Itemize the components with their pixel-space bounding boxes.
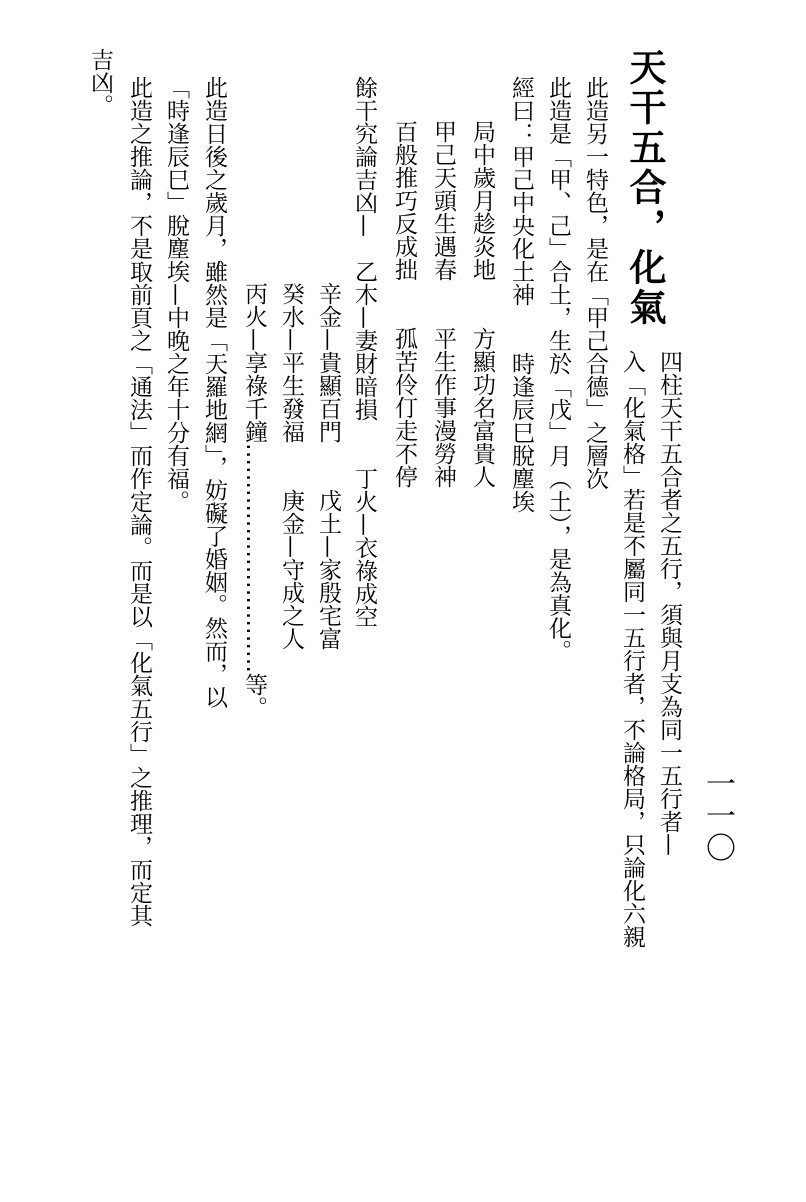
text-column-15: 此造之推論，不是取前頁之「通法」而作定論。而是以「化氣五行」之推理，而定其 — [126, 76, 152, 927]
page-number: 一一〇 — [700, 768, 735, 864]
text-column-4: 此造是「甲、己」合土，生於「戊」月（土），是為真化。 — [545, 76, 571, 663]
text-column-2: 入「化氣格」若是不屬同一五行者，不論格局，只論化六親 — [619, 350, 645, 948]
text-column-3: 此造另一特色，是在「甲己合德」之層次 — [582, 76, 608, 490]
text-column-14: 「時逢辰巳」脫塵埃—中晚之年十分有福。 — [163, 76, 189, 513]
section-title: 天干五合，化氣 — [623, 48, 666, 328]
verse-line-2: 局中歲月趁炎地 方顯功名富貴人 — [469, 120, 495, 488]
element-list-1: 餘干究論吉凶— 乙木—妻財暗損 丁火—衣祿成空 — [351, 76, 377, 628]
element-list-4: 丙火—享祿千鐘…………………………等。 — [241, 282, 267, 719]
verse-line-4: 百般推巧反成拙 孤苦伶仃走不停 — [391, 120, 417, 488]
element-list-3: 癸水—平生發福 庚金—守成之人 — [278, 282, 304, 650]
text-column-1: 四柱天干五合者之五行，須與月支為同一五行者— — [656, 350, 682, 856]
verse-line-1: 經曰：甲己中央化土神 時逢辰巳脫塵埃 — [508, 76, 534, 513]
text-column-13: 此造日後之歲月，雖然是「天羅地網」，妨礙了婚姻。然而，以 — [201, 76, 227, 709]
element-list-2: 辛金—貴顯百門 戊土—家殷宅富 — [315, 282, 341, 650]
text-column-16: 吉凶。 — [87, 48, 113, 117]
verse-line-3: 甲己天頭生遇春 平生作事漫勞神 — [430, 120, 456, 488]
